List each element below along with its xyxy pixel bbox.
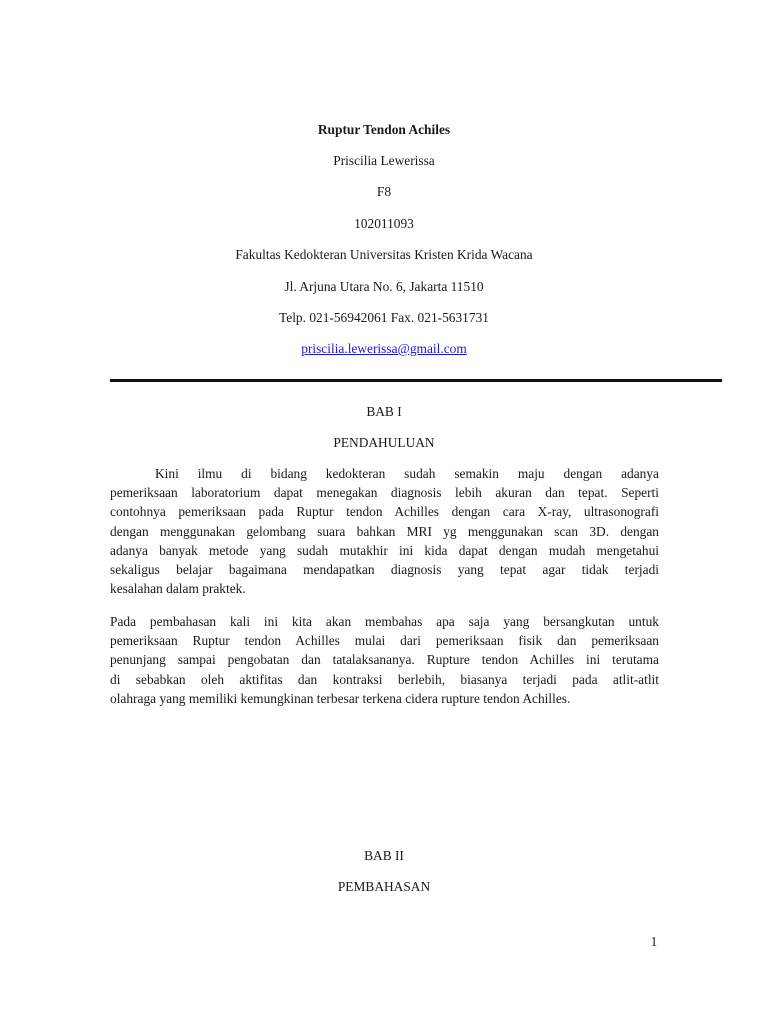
chapter1-title: PENDAHULUAN	[333, 435, 435, 450]
phone-fax-line: Telp. 021-56942061 Fax. 021-5631731	[279, 310, 489, 325]
introduction-paragraph-2	[110, 612, 659, 708]
paragraph-line: Kini ilmu di bidang kedokteran sudah semakin maju dengan adanya	[155, 466, 659, 481]
email-line	[0, 340, 768, 358]
paragraph-line: sekaligus belajar bagaimana mendapatkan diagnosis yang tepat agar tidak terjadi	[110, 562, 659, 578]
paragraph-line: pemeriksaan Ruptur tendon Achilles mulai dari pemeriksaan fisik dan pemeriksaan	[110, 633, 659, 649]
header-divider	[110, 379, 722, 382]
paragraph-line: kesalahan dalam praktek.	[110, 581, 246, 597]
chapter2-number: BAB II	[364, 848, 404, 863]
paragraph-line: Pada pembahasan kali ini kita akan membahas apa saja yang bersangkutan untuk	[110, 614, 659, 629]
author-name: Priscilia Lewerissa	[333, 153, 435, 168]
paragraph-line: di sebabkan oleh aktifitas dan kontraksi berlebih, biasanya terjadi pada atlit-atlit	[110, 671, 659, 687]
page-number: 1	[650, 934, 658, 949]
email-link[interactable]: priscilia.lewerissa@gmail.com	[301, 341, 467, 356]
document-title: Ruptur Tendon Achiles	[317, 122, 451, 137]
introduction-paragraph-1	[110, 464, 659, 598]
student-id: 102011093	[354, 216, 414, 231]
paragraph-line: penunjang sampai pengobatan dan tatalaksananya. Rupture tendon Achilles ini terutama	[110, 652, 659, 668]
chapter1-number: BAB I	[366, 404, 402, 419]
address-line: Jl. Arjuna Utara No. 6, Jakarta 11510	[284, 279, 484, 294]
paragraph-line: pemeriksaan laboratorium dapat menegakan diagnosis lebih akuran dan tepat. Seperti	[110, 485, 659, 501]
paragraph-line: olahraga yang memiliki kemungkinan terbesar terkena cidera rupture tendon Achilles.	[110, 690, 571, 706]
paragraph-line: adanya banyak metode yang sudah mutakhir ini kida dapat dengan mudah mengetahui	[110, 542, 659, 558]
chapter2-title: PEMBAHASAN	[337, 879, 431, 894]
institution-name: Fakultas Kedokteran Universitas Kristen Krida Wacana	[235, 247, 533, 262]
paragraph-line: dengan menggunakan gelombang suara bahkan MRI yg menggunakan scan 3D. dengan	[110, 523, 659, 539]
paragraph-line: contohnya pemeriksaan pada Ruptur tendon Achilles dengan cara X-ray, ultrasonografi	[110, 504, 659, 520]
group-code: F8	[376, 184, 392, 199]
